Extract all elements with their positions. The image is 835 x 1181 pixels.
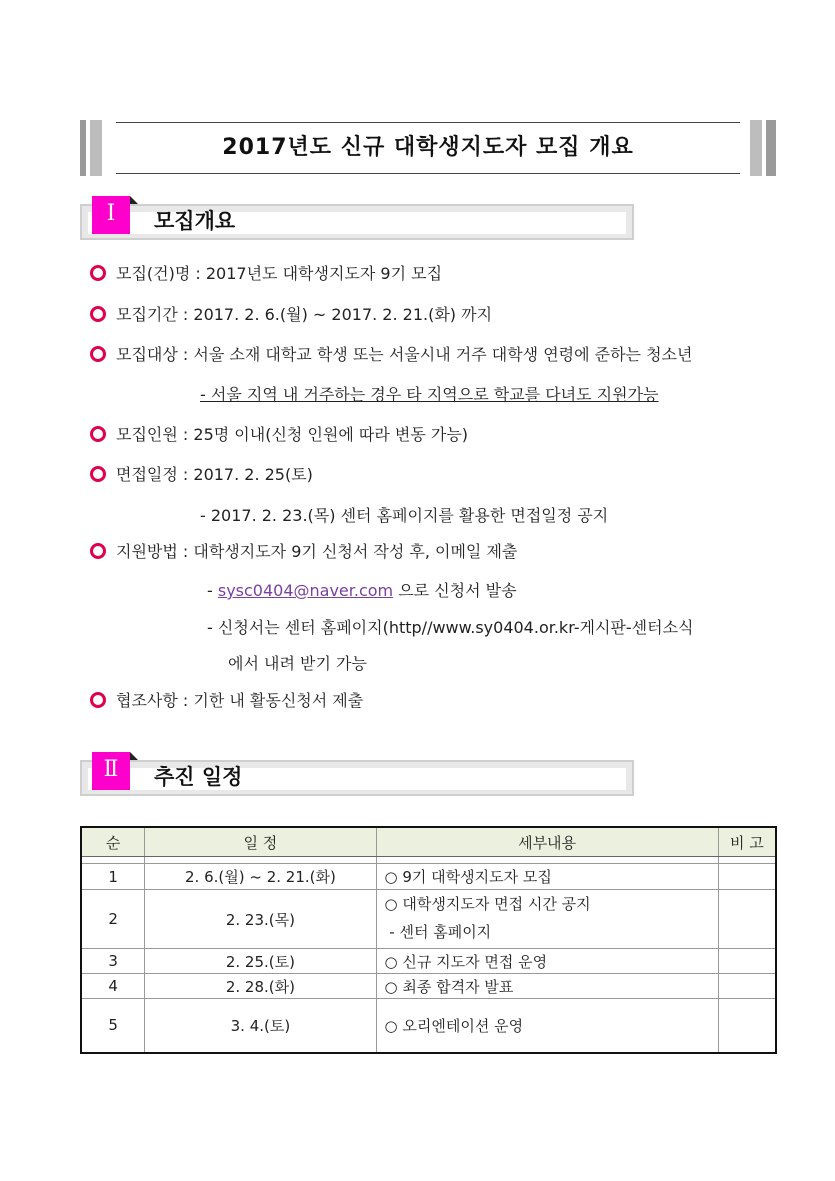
title-box <box>80 120 776 176</box>
table-row: 3 2. 25.(토) ○ 신규 지도자 면접 운영 <box>81 949 776 974</box>
bullet-ring-icon <box>90 543 106 559</box>
section-number-badge: Ⅱ <box>92 752 130 790</box>
header-detail: 세부내용 <box>376 827 718 857</box>
list-item-cooperation: 협조사항 : 기한 내 활동신청서 제출 <box>90 690 363 712</box>
bullet-ring-icon <box>90 426 106 442</box>
list-item-interview: 면접일정 : 2017. 2. 25(토) <box>90 464 313 486</box>
email-link[interactable]: sysc0404@naver.com <box>217 581 394 600</box>
method-note-email: - sysc0404@naver.com 으로 신청서 발송 <box>207 581 517 600</box>
list-item-method: 지원방법 : 대학생지도자 9기 신청서 작성 후, 이메일 제출 <box>90 541 517 563</box>
list-item-headcount: 모집인원 : 25명 이내(신청 인원에 따라 변동 가능) <box>90 424 468 446</box>
page-title: 2017년도 신규 대학생지도자 모집 개요 <box>222 135 634 160</box>
schedule-table <box>80 826 777 1054</box>
bullet-ring-icon <box>90 692 106 708</box>
section-title: 추진 일정 <box>154 765 243 789</box>
section-header-1 <box>80 202 638 242</box>
table-row: 4 2. 28.(화) ○ 최종 합격자 발표 <box>81 974 776 999</box>
title-bar-right-inner <box>750 120 762 176</box>
title-bar-left-inner <box>90 120 102 176</box>
table-spacer-row <box>81 857 776 864</box>
section-header-2 <box>80 758 638 798</box>
title-bar-left-outer <box>80 120 86 176</box>
table-header-row <box>81 827 776 857</box>
table-row: 5 3. 4.(토) ○ 오리엔테이션 운영 <box>81 999 776 1053</box>
method-note-download: 에서 내려 받기 가능 <box>228 654 367 673</box>
bullet-ring-icon <box>90 466 106 482</box>
table-row: 1 2. 6.(월) ~ 2. 21.(화) ○ 9기 대학생지도자 모집 <box>81 864 776 890</box>
header-note: 비 고 <box>718 827 776 857</box>
header-no: 순 <box>81 827 145 857</box>
bullet-ring-icon <box>90 306 106 322</box>
target-note: - 서울 지역 내 거주하는 경우 타 지역으로 학교를 다녀도 지원가능 <box>200 385 659 404</box>
header-date: 일 정 <box>145 827 376 857</box>
list-item-name: 모집(건)명 : 2017년도 대학생지도자 9기 모집 <box>90 263 442 285</box>
bullet-ring-icon <box>90 346 106 362</box>
interview-note: - 2017. 2. 23.(목) 센터 홈페이지를 활용한 면접일정 공지 <box>200 506 609 525</box>
bullet-ring-icon <box>90 265 106 281</box>
method-note-homepage: - 신청서는 센터 홈페이지(http//www.sy0404.or.kr-게시판-센터소식 <box>207 618 694 637</box>
title-bar-right-outer <box>766 120 776 176</box>
list-item-period: 모집기간 : 2017. 2. 6.(월) ~ 2017. 2. 21.(화) 까지 <box>90 304 492 326</box>
section-number-badge: Ⅰ <box>92 196 130 234</box>
table-row: 2 2. 23.(목) ○ 대학생지도자 면접 시간 공지 - 센터 홈페이지 <box>81 890 776 949</box>
section-title: 모집개요 <box>154 209 236 233</box>
list-item-target: 모집대상 : 서울 소재 대학교 학생 또는 서울시내 거주 대학생 연령에 준하는 청소년 <box>90 344 692 366</box>
